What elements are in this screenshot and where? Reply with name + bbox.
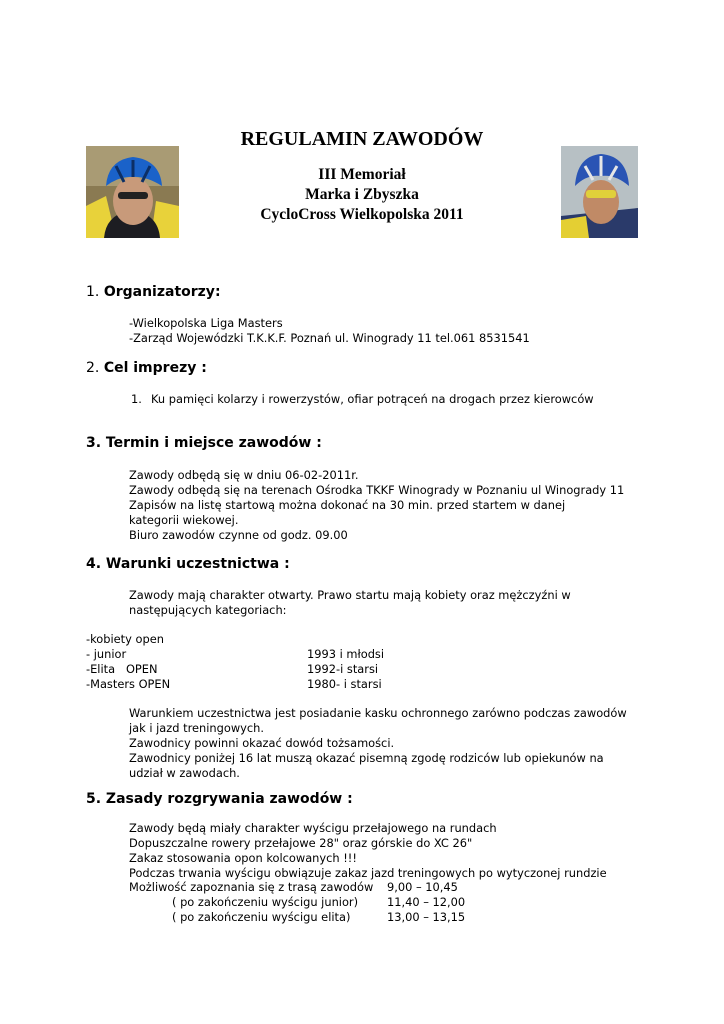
schedule-label: ( po zakończeniu wyścigu elita) <box>172 910 351 924</box>
section-1-label: Organizatorzy: <box>103 284 221 300</box>
id-condition: Zawodnicy powinni okazać dowód tożsamości. <box>129 736 395 750</box>
schedule-time: 11,40 – 12,00 <box>387 895 466 909</box>
cyclist-photo-right <box>561 146 638 238</box>
subtitle-line-1: III Memoriał <box>318 166 406 183</box>
goal-item-text: Ku pamięci kolarzy i rowerzystów, ofiar potrąceń na drogach przez kierowców <box>151 392 594 406</box>
rules-line: Zakaz stosowania opon kolcowanych !!! <box>129 851 357 865</box>
category-name: -Elita OPEN <box>86 662 158 676</box>
office-hours-line: Biuro zawodów czynne od godz. 09.00 <box>129 528 348 542</box>
section-2-number: 2. <box>86 360 100 376</box>
section-2-heading <box>86 360 207 376</box>
section-2-label: Cel imprezy : <box>103 360 207 376</box>
helmet-condition: Warunkiem uczestnictwa jest posiadanie kasku ochronnego zarówno podczas zawodów jak i jazd treningowych. <box>129 706 627 735</box>
subtitle-line-3: CycloCross Wielkopolska 2011 <box>260 206 464 223</box>
category-years: 1992-i starsi <box>307 662 379 676</box>
section-4-heading: 4. Warunki uczestnictwa : <box>86 556 290 572</box>
minors-condition: Zawodnicy poniżej 16 lat muszą okazać pisemną zgodę rodziców lub opiekunów na udział w zawodach. <box>129 751 604 780</box>
category-name: - junior <box>86 647 127 661</box>
category-years: 1980- i starsi <box>307 677 382 691</box>
participation-intro: Zawody mają charakter otwarty. Prawo startu mają kobiety oraz mężczyźni w następujących kategoriach: <box>129 588 571 617</box>
section-5-heading: 5. Zasady rozgrywania zawodów : <box>86 791 353 807</box>
schedule-time: 13,00 – 13,15 <box>387 910 466 924</box>
goal-item-number: 1. <box>131 392 142 406</box>
cyclist-photo-left <box>86 146 179 238</box>
document-title: REGULAMIN ZAWODÓW <box>240 128 484 150</box>
schedule-time: 9,00 – 10,45 <box>387 880 458 894</box>
organizer-line-1: -Wielkopolska Liga Masters <box>129 316 283 330</box>
schedule-label: Możliwość zapoznania się z trasą zawodów <box>129 880 374 894</box>
category-years: 1993 i młodsi <box>307 647 385 661</box>
date-line: Zawody odbędą się w dniu 06-02-2011r. <box>129 468 359 482</box>
registration-line: Zapisów na listę startową można dokonać na 30 min. przed startem w danej kategorii wiekowej. <box>129 498 566 527</box>
section-1-number: 1. <box>86 284 100 300</box>
rules-line: Podczas trwania wyścigu obwiązuje zakaz jazd treningowych po wytyczonej rundzie <box>129 866 607 880</box>
venue-line: Zawody odbędą się na terenach Ośrodka TKKF Winogrady w Poznaniu ul Winogrady 11 <box>129 483 625 497</box>
section-1-heading <box>86 284 221 300</box>
subtitle-line-2: Marka i Zbyszka <box>305 186 419 203</box>
schedule-label: ( po zakończeniu wyścigu junior) <box>172 895 359 909</box>
category-name: -Masters OPEN <box>86 677 171 691</box>
organizer-line-2: -Zarząd Wojewódzki T.K.K.F. Poznań ul. Winogrady 11 tel.061 8531541 <box>129 331 530 345</box>
section-3-heading: 3. Termin i miejsce zawodów : <box>86 435 322 451</box>
rules-line: Dopuszczalne rowery przełajowe 28" oraz górskie do XC 26" <box>129 836 473 850</box>
rules-line: Zawody będą miały charakter wyścigu przełajowego na rundach <box>129 821 497 835</box>
category-name: -kobiety open <box>86 632 164 646</box>
